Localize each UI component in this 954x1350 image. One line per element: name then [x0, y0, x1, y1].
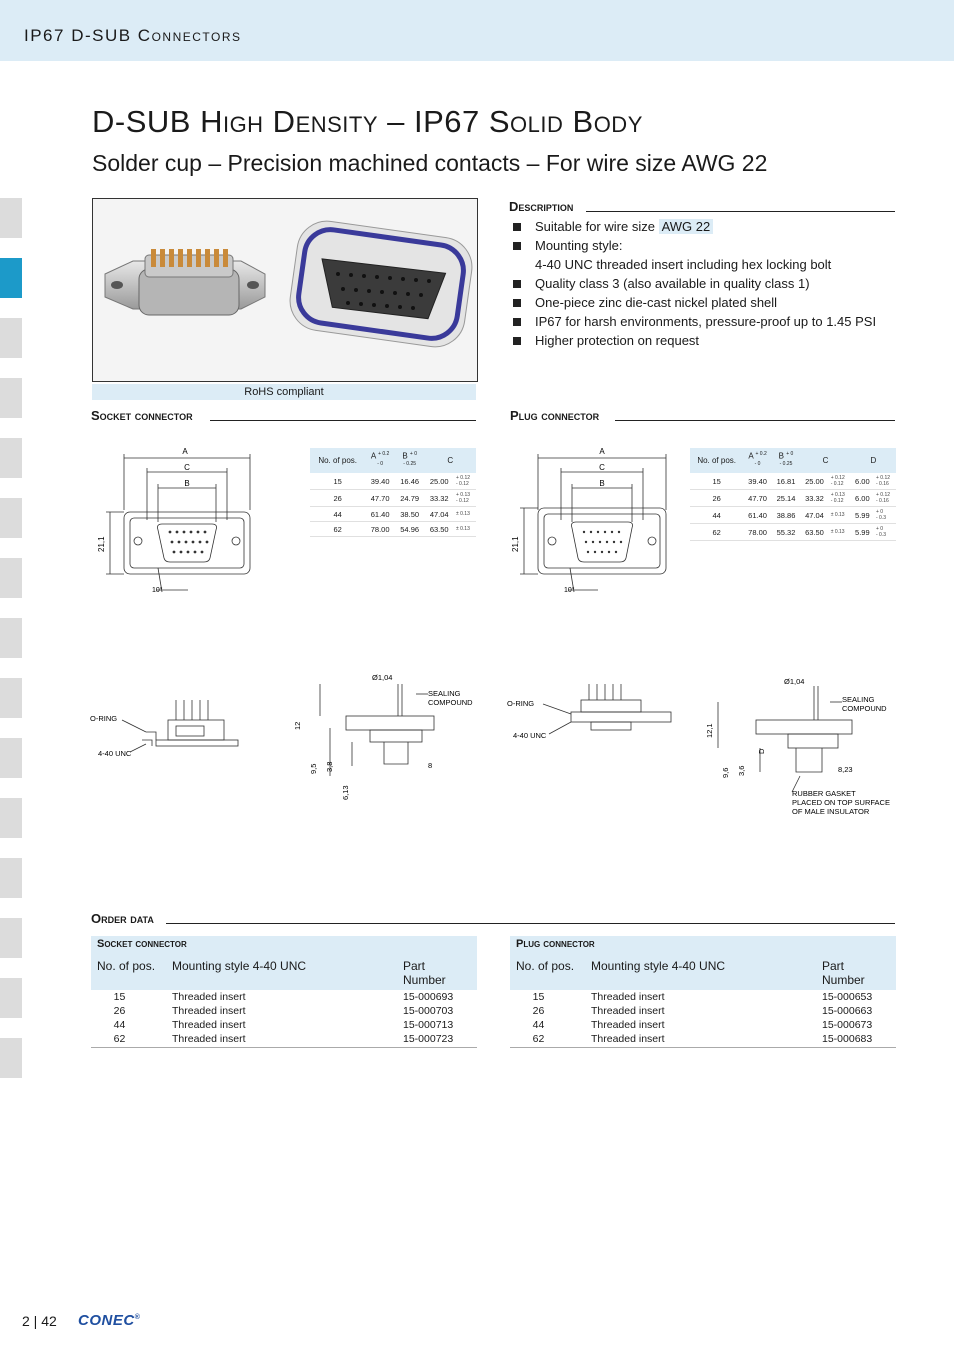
table-row: 15 Threaded insert 15-000693 [113, 991, 454, 1003]
chapter-tab[interactable] [0, 558, 22, 598]
page-subtitle: Solder cup – Precision machined contacts – For wire size AWG 22 [92, 150, 768, 176]
plug-rule [615, 420, 895, 421]
unc-label: 4-40 UNC [513, 731, 547, 740]
socket-heading: Socket connector [91, 408, 193, 423]
plug-heading: Plug connector [510, 408, 600, 423]
plug-side-drawing [505, 680, 685, 750]
description-item: Higher protection on request [511, 331, 901, 350]
description-item-continued: 4-40 UNC threaded insert including hex locking bolt [535, 257, 832, 272]
chapter-tab[interactable] [0, 918, 22, 958]
conec-logo: CONEC® [78, 1312, 141, 1329]
page-number: 2 | 42 [22, 1313, 57, 1329]
description-rule [586, 211, 895, 212]
order-table-header: No. of pos. Mounting style 4-40 UNC Part Number [97, 959, 446, 987]
order-table-header: No. of pos. Mounting style 4-40 UNC Part Number [516, 959, 865, 987]
socket-section-drawing [290, 670, 490, 800]
description-item: Suitable for wire size AWG 22 [511, 217, 901, 236]
table-row: 62 78.00 55.32 63.50 ± 0.13 5.99 + 0 - 0.3 [690, 524, 896, 541]
rohs-caption: RoHS compliant [92, 384, 476, 400]
description-list [511, 217, 901, 350]
socket-side-drawing [90, 680, 240, 770]
col-header: A $^{+ 0.2 - 0}$ [743, 448, 771, 473]
dia-label: Ø1,04 [372, 673, 393, 682]
dim-6-13: 6,13 [341, 785, 350, 800]
order-table-title: Plug connector [516, 938, 595, 950]
dim-12: 12 [293, 721, 302, 730]
order-rule [166, 923, 895, 924]
dim-12-1: 12,1 [705, 723, 714, 738]
table-row: 15 Threaded insert 15-000653 [532, 991, 873, 1003]
plug-section-drawing [700, 672, 900, 820]
chapter-tab[interactable] [0, 378, 22, 418]
dim-height: 21,1 [511, 536, 520, 552]
dim-angle: 10° [564, 587, 575, 594]
table-row: 44 61.40 38.86 47.04 ± 0.13 5.99 + 0 - 0.3 [690, 507, 896, 524]
chapter-tab[interactable] [0, 1038, 22, 1078]
socket-front-drawing [90, 440, 270, 600]
oring-label: O-RING [90, 714, 118, 723]
dim-8-23: 8,23 [838, 765, 853, 774]
plug-front-drawing [508, 440, 688, 600]
chapter-tab[interactable] [0, 498, 22, 538]
order-table-title: Socket connector [97, 938, 187, 950]
table-row: 62 78.00 54.96 63.50 ± 0.13 [310, 522, 476, 537]
gasket-label-1: RUBBER GASKET [792, 789, 856, 798]
table-row: 26 Threaded insert 15-000703 [113, 1005, 454, 1017]
chapter-tab[interactable] [0, 858, 22, 898]
dim-9-5: 9,5 [309, 763, 318, 774]
chapter-tab[interactable] [0, 618, 22, 658]
dim-8: 8 [428, 761, 433, 770]
description-item: IP67 for harsh environments, pressure-proof up to 1.45 PSI [511, 312, 901, 331]
table-row: 44 Threaded insert 15-000713 [113, 1019, 454, 1031]
dim-B: B [184, 479, 190, 488]
chapter-tab[interactable] [0, 978, 22, 1018]
sealing-label-2: COMPOUND [428, 698, 473, 707]
table-row: 26 Threaded insert 15-000663 [532, 1005, 873, 1017]
col-header: C [424, 448, 476, 473]
chapter-tab[interactable] [0, 678, 22, 718]
col-header: No. of pos. [310, 448, 365, 473]
socket-dimension-table [310, 448, 476, 537]
table-row: 15 39.40 16.46 25.00 + 0.12 - 0.12 [310, 473, 476, 490]
dim-9-6: 9,6 [721, 767, 730, 778]
sealing-label-1: SEALING [428, 689, 461, 698]
col-header: D [851, 448, 896, 473]
dim-B: B [599, 479, 605, 488]
chapter-tab-active[interactable] [0, 258, 22, 298]
col-header: B $^{+ 0 - 0.25}$ [395, 448, 425, 473]
chapter-tab[interactable] [0, 438, 22, 478]
table-row: 26 47.70 25.14 33.32 + 0.13 - 0.12 6.00 + 0.12 - 0.16 [690, 490, 896, 507]
dim-3-6: 3,6 [737, 765, 746, 776]
description-item: One-piece zinc die-cast nickel plated shell [511, 293, 901, 312]
description-heading: Description [509, 199, 574, 214]
oring-label: O-RING [507, 699, 535, 708]
dim-D: D [757, 748, 766, 754]
sealing-label-2: COMPOUND [842, 704, 887, 713]
col-header: B $^{+ 0 - 0.25}$ [772, 448, 800, 473]
awg-highlight: AWG 22 [659, 219, 714, 234]
unc-label: 4-40 UNC [98, 749, 132, 758]
page-title: D-SUB High Density – IP67 Solid Body [92, 104, 643, 139]
chapter-tab[interactable] [0, 318, 22, 358]
description-item: Quality class 3 (also available in quality class 1) [511, 274, 901, 293]
chapter-tab[interactable] [0, 198, 22, 238]
dim-3-8: 3,8 [325, 761, 334, 772]
order-heading: Order data [91, 911, 154, 926]
dim-height: 21,1 [97, 536, 106, 552]
table-row: 44 61.40 38.50 47.04 ± 0.13 [310, 507, 476, 522]
table-row: 62 Threaded insert 15-000683 [510, 1032, 896, 1048]
dim-A: A [599, 447, 605, 456]
plug-order-table [510, 936, 896, 1048]
gasket-label-3: OF MALE INSULATOR [792, 807, 870, 816]
table-row: 26 47.70 24.79 33.32 + 0.13 - 0.12 [310, 490, 476, 507]
table-row: 15 39.40 16.81 25.00 + 0.12 - 0.12 6.00 + 0.12 - 0.16 [690, 473, 896, 490]
dim-A: A [182, 447, 188, 456]
table-row: 44 Threaded insert 15-000673 [532, 1019, 873, 1031]
col-header: No. of pos. [690, 448, 743, 473]
dia-label: Ø1,04 [784, 677, 805, 686]
plug-dimension-table [690, 448, 896, 541]
sealing-label-1: SEALING [842, 695, 875, 704]
col-header: C [800, 448, 850, 473]
header-title: IP67 D-SUB Connectors [24, 26, 242, 45]
socket-order-table [91, 936, 477, 1048]
table-row: 62 Threaded insert 15-000723 [91, 1032, 477, 1048]
description-item: Mounting style: [511, 236, 901, 255]
dim-C: C [599, 463, 605, 472]
dim-C: C [184, 463, 190, 472]
chapter-tab[interactable] [0, 798, 22, 838]
socket-rule [210, 420, 476, 421]
col-header: A $^{+ 0.2 - 0}$ [365, 448, 395, 473]
product-photo [92, 198, 478, 382]
dim-angle: 10° [152, 587, 163, 594]
chapter-tab[interactable] [0, 738, 22, 778]
gasket-label-2: PLACED ON TOP SURFACE [792, 798, 890, 807]
